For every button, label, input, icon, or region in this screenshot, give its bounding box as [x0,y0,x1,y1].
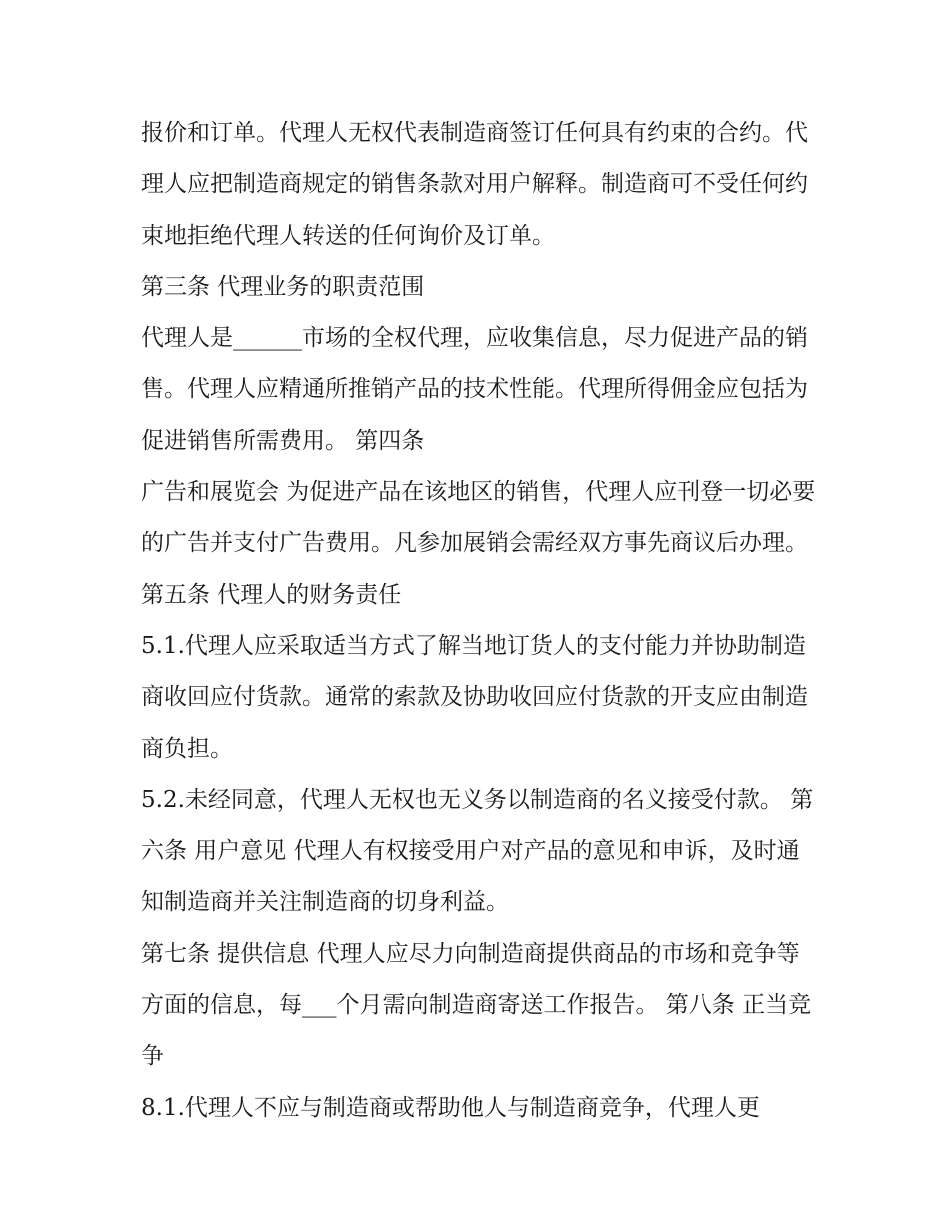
paragraph-article-3-heading: 第三条 代理业务的职责范围 [141,273,425,300]
document-body [141,108,821,1134]
paragraph-clause-5-1: 5.1.代理人应采取适当方式了解当地订货人的支付能力并协助制造商收回应付货款。通常的索款及协助收回应付货款的开支应由制造商负担。 [141,632,808,762]
paragraph-clause-5-2: 5.2.未经同意，代理人无权也无义务以制造商的名义接受付款。 第六条 用户意见 代理人有权接受用户对产品的意见和申诉，及时通知制造商并关注制造商的切身利益。 [141,786,814,916]
paragraph-article-7-information: 第七条 提供信息 代理人应尽力向制造商提供商品的市场和竞争等方面的信息，每___个月需向制造商寄送工作报告。 第八条 正当竞争 [141,940,812,1070]
paragraph-contract-order-terms: 报价和订单。代理人无权代表制造商签订任何具有约束的合约。代理人应把制造商规定的销售条款对用户解释。制造商可不受任何约束地拒绝代理人转送的任何询价及订单。 [141,120,808,249]
paragraph-article-3-body: 代理人是______市场的全权代理，应收集信息，尽力促进产品的销售。代理人应精通所推销产品的技术性能。代理所得佣金应包括为促进销售所需费用。 第四条 [141,325,808,454]
paragraph-article-4-advertising: 广告和展览会 为促进产品在该地区的销售，代理人应刊登一切必要的广告并支付广告费用。凡参加展销会需经双方事先商议后办理。 第五条 代理人的财务责任 [141,479,816,608]
paragraph-clause-8-1: 8.1.代理人不应与制造商或帮助他人与制造商竞争，代理人更 [141,1094,760,1121]
